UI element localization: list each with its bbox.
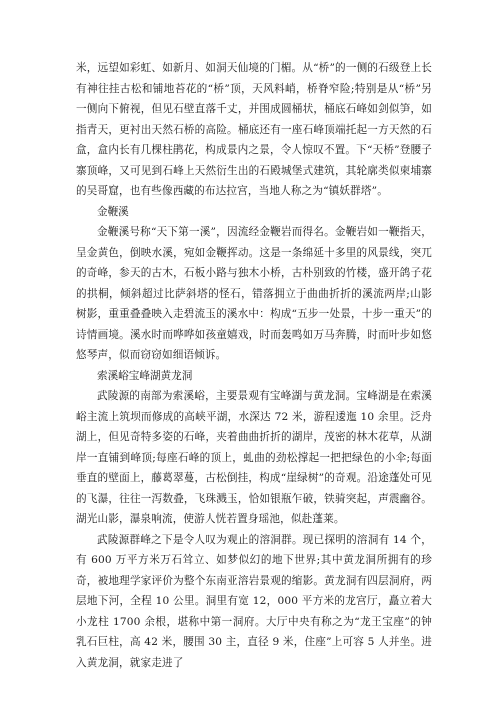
paragraph-baofeng-lake: 武陵源的南部为索溪峪，主要景观有宝峰湖与黄龙洞。宝峰湖是在索溪峪主流上筑坝而修成的高峡平湖，水深达 72 米，游程逶迤 10 余里。泛舟湖上，但见奇特多姿的石峰，夹着曲曲折折的湖岸，茂密的林木花草，从湖岸一直铺到峰顶;每座石峰的顶上，虬曲的劲松撑起一把把绿色的小伞;每面垂直的壁面上，藤葛翠蔓，古松倒挂，构成“崖绿树”的奇观。沿途蓬处可见的飞瀑，往往一泻数叠，飞珠溅玉，恰如银瓶乍破，铁骑突起，声震幽谷。湖光山影，瀑泉响流，使游人恍若置身瑶池，似赴蓬莱。 (76, 390, 432, 525)
section-heading-golden-whip-stream: 金鞭溪 (97, 205, 129, 218)
paragraph-golden-whip-stream: 金鞭溪号称“天下第一溪”，因流经金鞭岩而得名。金鞭岩如一鞭指天，呈金黄色，倒映水溪，宛如金鞭挥动。这是一条绵延十多里的风景线，突兀的奇峰，参天的古木，石板小路与独木小桥，古朴别致的竹楼，盛开鸽子花的拱桐，倾斜超过比萨斜塔的怪石，错落拥立于曲曲折折的溪流两岸;山影树影，重重叠叠映入走碧流玉的溪水中：构成“五步一处景，十步一重天”的诗情画境。溪水时而哗哗如孩童嬉戏，时而轰鸣如万马奔腾，时而叶步如悠悠琴声，似而窃窃如细语倾诉。 (76, 226, 432, 361)
paragraph-karst-caves: 武陵源群峰之下是令人叹为观止的溶洞群。现已探明的溶洞有 14 个，有 600 万平方米万石耸立、如梦似幻的地下世界;其中黄龙洞所拥有的珍奇，被地理学家评价为整个东南亚溶岩景观的缩影。黄龙洞有四层洞府，两层地下河，全程 10 公里。洞里有宽 12，000 平方米的龙宫厅，矗立着大小龙柱 1700 余根，堪称中第一洞府。大厅中央有称之为“龙王宝座”的钟乳石巨柱，高 42 米，腰围 30 主，直径 9 米，住座”上可容 5 人并坐。进入黄龙洞，就家走进了 (76, 533, 432, 669)
paragraph-stone-bridge: 米，远望如彩虹、如新月、如洞天仙境的门楣。从“桥”的一侧的石级登上长有神往挂古松和铺地苔花的“桥”顶，天风料峭，桥脊窄险;特别是从“桥”另一侧向下俯视，但见石壁直落千丈，并围成圆桶状，桶底石峰如剑似笋，如指青天，更衬出天然石桥的高险。桶底还有一座石峰顶端托起一方天然的石盒，盒内长有几棵柱鹃花，构成景内之景，令人惊叹不置。下“天桥”登腰子寨顶峰，又可见到石峰上天然衍生出的石殿城堡式建筑，其轮廓类似柬埔寨的吴哥窟，也有些像西藏的布达拉宫，当地人称之为“镇妖群塔”。 (76, 62, 432, 197)
section-heading-suoxiyu: 索溪峪宝峰湖黄龙洞 (97, 369, 193, 382)
